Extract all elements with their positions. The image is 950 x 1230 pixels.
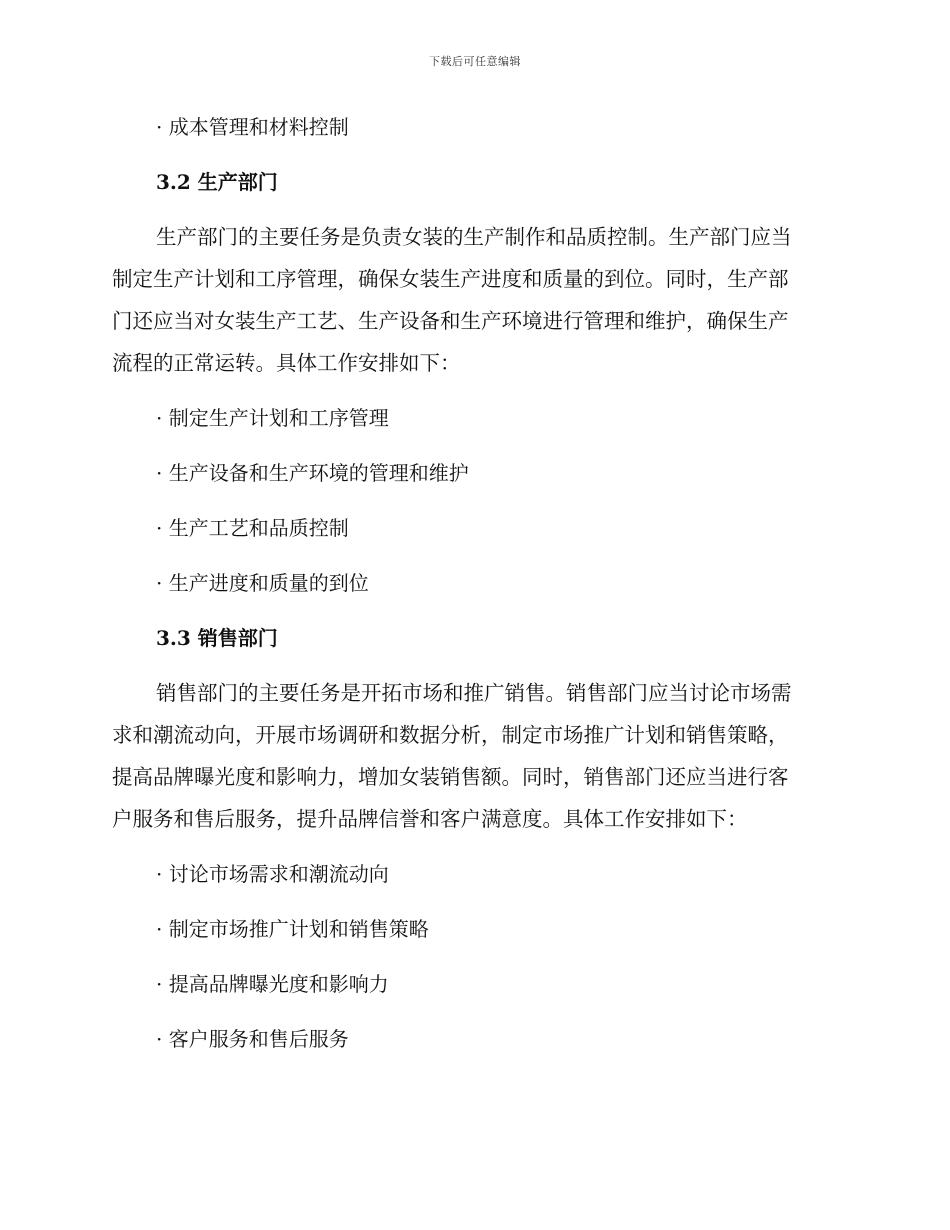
production-bullet: · 生产工艺和品质控制 — [156, 516, 349, 540]
sales-bullet: · 提高品牌曝光度和影响力 — [156, 972, 389, 996]
page-header: 下载后可任意编辑 — [429, 55, 521, 68]
sales-paragraph-line: 户服务和售后服务，提升品牌信誉和客户满意度。具体工作安排如下： — [112, 807, 748, 831]
sales-paragraph-line: 提高品牌曝光度和影响力，增加女装销售额。同时，销售部门还应当进行客 — [112, 765, 789, 789]
sales-paragraph-line: 销售部门的主要任务是开拓市场和推广销售。销售部门应当讨论市场需 — [156, 681, 792, 705]
production-paragraph-line: 门还应当对女装生产工艺、生产设备和生产环境进行管理和维护，确保生产 — [112, 309, 789, 333]
production-bullet: · 生产设备和生产环境的管理和维护 — [156, 461, 469, 485]
production-paragraph-line: 流程的正常运转。具体工作安排如下： — [112, 351, 461, 375]
bullet-cost-management: · 成本管理和材料控制 — [156, 115, 349, 139]
production-bullet: · 制定生产计划和工序管理 — [156, 406, 389, 430]
sales-bullet: · 讨论市场需求和潮流动向 — [156, 862, 389, 886]
section-heading-production: 3.2 生产部门 — [156, 170, 278, 194]
sales-bullet: · 客户服务和售后服务 — [156, 1027, 349, 1051]
sales-paragraph-line: 求和潮流动向，开展市场调研和数据分析，制定市场推广计划和销售策略， — [112, 723, 789, 747]
sales-bullet: · 制定市场推广计划和销售策略 — [156, 917, 429, 941]
production-paragraph-line: 制定生产计划和工序管理，确保女装生产进度和质量的到位。同时，生产部 — [112, 267, 789, 291]
section-heading-sales: 3.3 销售部门 — [156, 626, 278, 650]
production-bullet: · 生产进度和质量的到位 — [156, 571, 369, 595]
production-paragraph-line: 生产部门的主要任务是负责女装的生产制作和品质控制。生产部门应当 — [156, 225, 792, 249]
